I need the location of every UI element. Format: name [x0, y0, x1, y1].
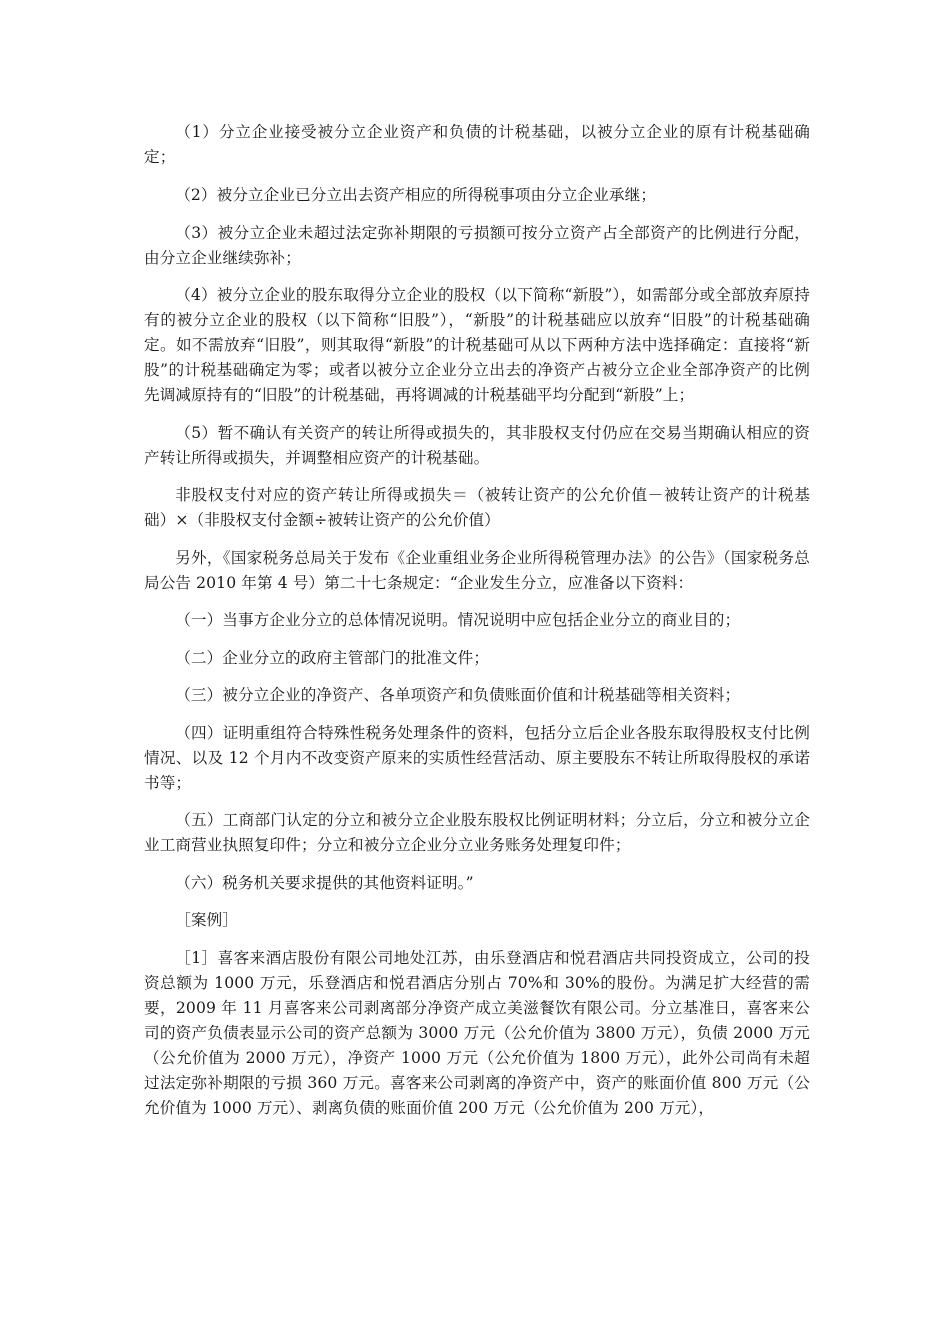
paragraph-10: （三）被分立企业的净资产、各单项资产和负债账面价值和计税基础等相关资料；: [175, 686, 741, 704]
paragraph-14: ［案例］: [175, 911, 238, 929]
paragraph-12: （五）工商部门认定的分立和被分立企业股东股权比例证明材料；分立后，分立和被分立企业工商营业执照复印件；分立和被分立企业分立业务账务处理复印件；: [144, 811, 810, 854]
paragraph-1: （1）分立企业接受被分立企业资产和负债的计税基础，以被分立企业的原有计税基础确定；: [144, 123, 810, 166]
paragraph-3: （3）被分立企业未超过法定弥补期限的亏损额可按分立资产占全部资产的比例进行分配，由分立企业继续弥补；: [144, 223, 810, 267]
paragraph-6: 非股权支付对应的资产转让所得或损失＝（被转让资产的公允价值－被转让资产的计税基础）×（非股权支付金额÷被转让资产的公允价值）: [144, 486, 810, 529]
paragraph-15: ［1］喜客来酒店股份有限公司地处江苏，由乐登酒店和悦君酒店共同投资成立，公司的投资总额为 1000 万元，乐登酒店和悦君酒店分别占 70%和 30%的股份。为满足扩大经营的需要，2009 年 11 月喜客来公司剥离部分净资产成立美滋餐饮有限公司。分立基准日，喜客来公司的资产负债表显示公司的资产总额为 3000 万元（公允价值为 3800 万元），负债 2000 万元（公允价值为 2000 万元），净资产 1000 万元（公允价值为 1800 万元），此外公司尚有未超过法定弥补期限的亏损 360 万元。喜客来公司剥离的净资产中，资产的账面价值 800 万元（公允价值为 1000 万元）、剥离负债的账面价值 200 万元（公允价值为 200 万元），: [144, 948, 810, 1117]
paragraph-9: （二）企业分立的政府主管部门的批准文件；: [175, 648, 490, 667]
paragraph-8: （一）当事方企业分立的总体情况说明。情况说明中应包括企业分立的商业目的；: [175, 611, 741, 629]
paragraph-4: （4）被分立企业的股东取得分立企业的股权（以下简称“新股”），如需部分或全部放弃原持有的被分立企业的股权（以下简称“旧股”），“新股”的计税基础应以放弃“旧股”的计税基础确定。如不需放弃“旧股”，则其取得“新股”的计税基础可从以下两种方法中选择确定：直接将“新股”的计税基础确定为零；或者以被分立企业分立出去的净资产占被分立企业全部净资产的比例先调减原持有的“旧股”的计税基础，再将调减的计税基础平均分配到“新股”上；: [144, 286, 810, 404]
document-page: [144, 120, 810, 1133]
paragraph-13: （六）税务机关要求提供的其他资料证明。”: [175, 873, 474, 892]
paragraph-11: （四）证明重组符合特殊性税务处理条件的资料，包括分立后企业各股东取得股权支付比例情况、以及 12 个月内不改变资产原来的实质性经营活动、原主要股东不转让所取得股权的承诺书等；: [144, 723, 810, 792]
paragraph-5: （5）暂不确认有关资产的转让所得或损失的，其非股权支付仍应在交易当期确认相应的资产转让所得或损失，并调整相应资产的计税基础。: [144, 423, 810, 467]
paragraph-2: （2）被分立企业已分立出去资产相应的所得税事项由分立企业承继；: [175, 186, 657, 204]
paragraph-7: 另外，《国家税务总局关于发布《企业重组业务企业所得税管理办法》的公告》（国家税务总局公告 2010 年第 4 号）第二十七条规定：“企业发生分立，应准备以下资料：: [144, 548, 810, 592]
